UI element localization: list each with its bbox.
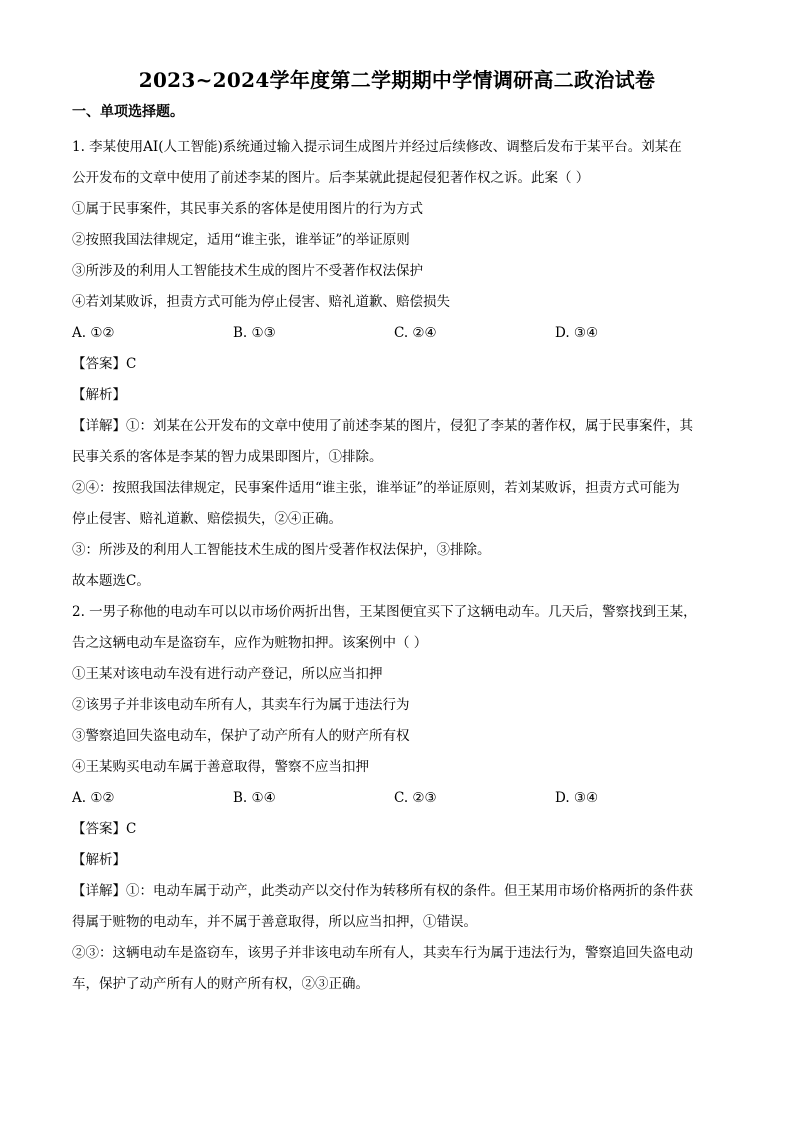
q1-options — [72, 318, 722, 349]
q1-option-d: D. ③④ — [555, 325, 599, 341]
q2-statement-3: ③警察追回失盗电动车，保护了动产所有人的财产所有权 — [72, 728, 410, 744]
q2-analysis-label: 【解析】 — [72, 852, 126, 868]
q2-detail-line-3: ②③：这辆电动车是盗窃车，该男子并非该电动车所有人，其卖车行为属于违法行为，警察追回失盗电动 — [72, 945, 693, 961]
question-1 — [72, 132, 722, 597]
q1-analysis-label: 【解析】 — [72, 387, 126, 403]
question-2 — [72, 597, 722, 1000]
q2-option-a: A. ①② — [72, 790, 115, 806]
page-title: 2023~2024学年度第二学期期中学情调研高二政治试卷 — [138, 68, 656, 92]
q1-detail-line-2: 民事关系的客体是李某的智力成果即图片，①排除。 — [72, 449, 383, 465]
q2-stem-line-2: 告之这辆电动车是盗窃车，应作为赃物扣押。该案例中（ ） — [72, 635, 428, 651]
q1-conclusion: 故本题选C。 — [72, 573, 150, 589]
q2-statement-1: ①王某对该电动车没有进行动产登记，所以应当扣押 — [72, 666, 383, 682]
q1-detail-line-5: ③：所涉及的利用人工智能技术生成的图片受著作权法保护，③排除。 — [72, 542, 491, 558]
q1-answer: 【答案】C — [72, 356, 137, 372]
q2-option-c: C. ②③ — [394, 790, 437, 806]
q2-option-d: D. ③④ — [555, 790, 599, 806]
q1-statement-1: ①属于民事案件，其民事关系的客体是使用图片的行为方式 — [72, 201, 423, 217]
q2-detail-line-4: 车，保护了动产所有人的财产所有权，②③正确。 — [72, 976, 369, 992]
q2-statement-2: ②该男子并非该电动车所有人，其卖车行为属于违法行为 — [72, 697, 410, 713]
q1-detail-line-1: 【详解】①：刘某在公开发布的文章中使用了前述李某的图片，侵犯了李某的著作权，属于民事案件，其 — [72, 418, 693, 434]
section-heading: 一、单项选择题。 — [72, 104, 184, 120]
q2-answer: 【答案】C — [72, 821, 137, 837]
q2-statement-4: ④王某购买电动车属于善意取得，警察不应当扣押 — [72, 759, 369, 775]
q1-option-b: B. ①③ — [233, 325, 276, 341]
q2-detail-line-2: 得属于赃物的电动车，并不属于善意取得，所以应当扣押，①错误。 — [72, 914, 477, 930]
q2-detail-line-1: 【详解】①：电动车属于动产，此类动产以交付作为转移所有权的条件。但王某用市场价格两折的条件获 — [72, 883, 693, 899]
q1-stem-line-1: 1. 李某使用AI(人工智能)系统通过输入提示词生成图片并经过后续修改、调整后发布于某平台。刘某在 — [72, 139, 682, 155]
q1-detail-line-3: ②④：按照我国法律规定，民事案件适用“谁主张，谁举证”的举证原则，若刘某败诉，担责方式可能为 — [72, 480, 680, 496]
q1-stem-line-2: 公开发布的文章中使用了前述李某的图片。后李某就此提起侵犯著作权之诉。此案（ ） — [72, 170, 590, 186]
q2-stem-line-1: 2. 一男子称他的电动车可以以市场价两折出售，王某图便宜买下了这辆电动车。几天后，警察找到王某， — [72, 604, 697, 620]
q1-option-a: A. ①② — [72, 325, 115, 341]
q2-options — [72, 783, 722, 814]
q1-statement-2: ②按照我国法律规定，适用“谁主张，谁举证”的举证原则 — [72, 232, 410, 248]
q1-statement-4: ④若刘某败诉，担责方式可能为停止侵害、赔礼道歉、赔偿损失 — [72, 294, 450, 310]
q2-option-b: B. ①④ — [233, 790, 276, 806]
q1-option-c: C. ②④ — [394, 325, 437, 341]
q1-detail-line-4: 停止侵害、赔礼道歉、赔偿损失，②④正确。 — [72, 511, 342, 527]
q1-statement-3: ③所涉及的利用人工智能技术生成的图片不受著作权法保护 — [72, 263, 423, 279]
